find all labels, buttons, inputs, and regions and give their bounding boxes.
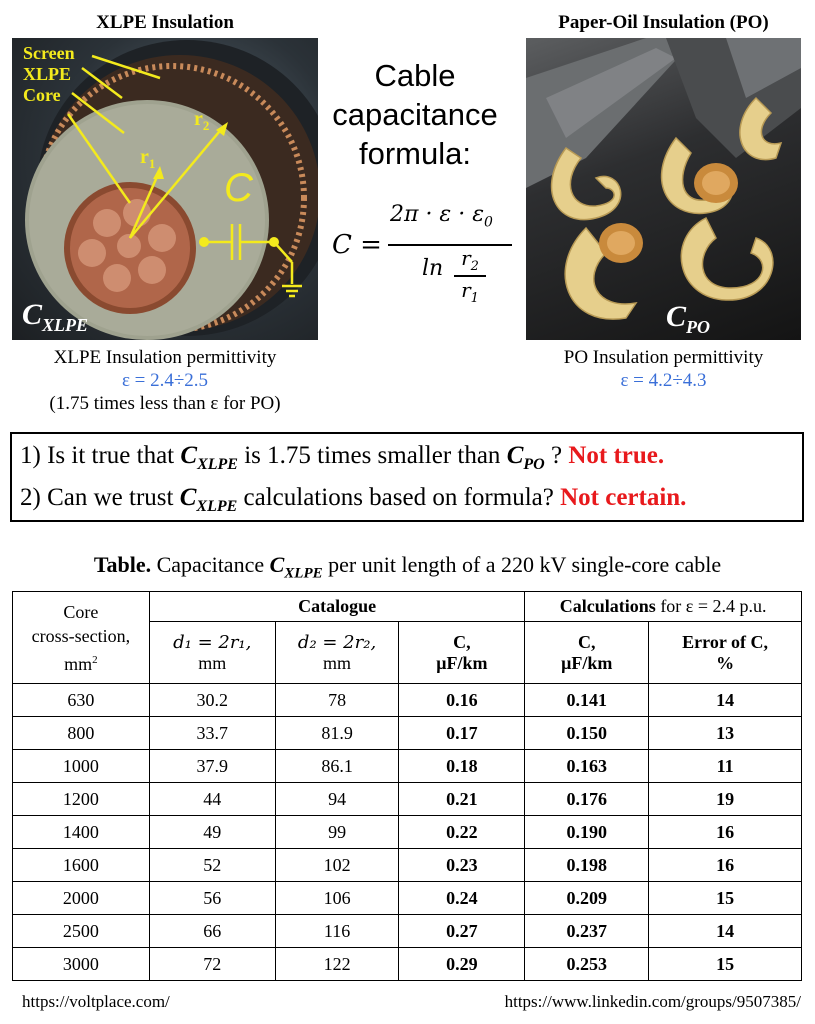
header-c-calc: C, μF/km xyxy=(525,622,649,684)
label-r1: $r_1$ xyxy=(140,146,156,171)
table-row xyxy=(13,882,802,915)
cell-d2: 99 xyxy=(275,816,399,849)
label-r2: $r_2$ xyxy=(194,108,210,133)
formula-ratio: $r_2$ $r_1$ xyxy=(454,246,486,306)
cell-d2: 106 xyxy=(275,882,399,915)
po-cable-photo xyxy=(526,38,801,340)
cell-d2: 102 xyxy=(275,849,399,882)
label-xlpe: XLPE xyxy=(23,64,72,84)
xlpe-heading: XLPE Insulation xyxy=(96,12,234,33)
table-row xyxy=(13,849,802,882)
cell-d2: 81.9 xyxy=(275,717,399,750)
capacitance-table xyxy=(12,591,802,981)
cell-d2: 94 xyxy=(275,783,399,816)
header-calculations: Calculations for ε = 2.4 p.u. xyxy=(525,592,802,622)
c-xlpe-symbol: $C_{XLPE}$ xyxy=(22,298,89,335)
label-screen: Screen xyxy=(23,43,75,63)
question-box xyxy=(10,432,804,522)
xlpe-caption: XLPE Insulation permittivity ε = 2.4÷2.5 (1.75 times less than ε for PO) xyxy=(12,346,318,415)
cell-d2: 86.1 xyxy=(275,750,399,783)
formula-title: Cable capacitance formula: xyxy=(332,58,498,171)
cell-core: 630 xyxy=(13,684,150,717)
cell-c-calc: 0.190 xyxy=(525,816,649,849)
cell-error: 15 xyxy=(649,882,802,915)
cell-d1: 30.2 xyxy=(149,684,275,717)
cell-c-catalogue: 0.29 xyxy=(399,948,525,981)
header-c-catalogue: C, μF/km xyxy=(399,622,525,684)
cell-core: 800 xyxy=(13,717,150,750)
po-permittivity: ε = 4.2÷4.3 xyxy=(620,370,707,391)
cell-c-catalogue: 0.23 xyxy=(399,849,525,882)
cell-d2: 78 xyxy=(275,684,399,717)
formula-lhs: C = xyxy=(332,230,382,260)
footer-link-linkedin[interactable]: https://www.linkedin.com/groups/9507385/ xyxy=(504,992,801,1011)
cell-core: 2000 xyxy=(13,882,150,915)
table-title: Table. Capacitance $C_{XLPE}$ per unit length of a 220 kV single-core cable xyxy=(93,552,722,582)
cell-c-calc: 0.176 xyxy=(525,783,649,816)
header-d1: d₁ = 2r₁, mm xyxy=(149,622,275,684)
label-c: C xyxy=(224,166,253,210)
cell-d1: 66 xyxy=(149,915,275,948)
header-catalogue: Catalogue xyxy=(149,592,524,622)
cell-c-calc: 0.150 xyxy=(525,717,649,750)
table-row xyxy=(13,684,802,717)
table-row xyxy=(13,717,802,750)
xlpe-cable-photo xyxy=(12,38,318,340)
cell-c-catalogue: 0.18 xyxy=(399,750,525,783)
header-core: Core cross-section, $mm^2$ xyxy=(13,592,150,684)
cell-c-catalogue: 0.22 xyxy=(399,816,525,849)
cell-d2: 122 xyxy=(275,948,399,981)
table-row xyxy=(13,915,802,948)
xlpe-permittivity: ε = 2.4÷2.5 xyxy=(121,370,209,391)
po-caption: PO Insulation permittivity ε = 4.2÷4.3 xyxy=(516,346,811,392)
table-row xyxy=(13,783,802,816)
cell-c-calc: 0.163 xyxy=(525,750,649,783)
cell-error: 14 xyxy=(649,915,802,948)
cell-d1: 44 xyxy=(149,783,275,816)
cell-core: 1600 xyxy=(13,849,150,882)
cell-c-calc: 0.209 xyxy=(525,882,649,915)
label-core: Core xyxy=(23,85,61,105)
cell-c-calc: 0.141 xyxy=(525,684,649,717)
po-cable-illustration xyxy=(526,38,801,340)
header-d2: d₂ = 2r₂, mm xyxy=(275,622,399,684)
cell-c-calc: 0.253 xyxy=(525,948,649,981)
cell-d1: 52 xyxy=(149,849,275,882)
cell-d1: 37.9 xyxy=(149,750,275,783)
cell-core: 3000 xyxy=(13,948,150,981)
capacitance-formula xyxy=(330,196,520,316)
cell-core: 2500 xyxy=(13,915,150,948)
answer-2: Not certain. xyxy=(560,484,687,511)
formula-ln: ln xyxy=(422,256,444,281)
cell-c-catalogue: 0.21 xyxy=(399,783,525,816)
header-error: Error of C, % xyxy=(649,622,802,684)
cell-c-catalogue: 0.16 xyxy=(399,684,525,717)
c-po-symbol: $C_{PO}$ xyxy=(666,300,711,337)
footer-link-voltplace[interactable]: https://voltplace.com/ xyxy=(22,992,170,1011)
table-row xyxy=(13,948,802,981)
formula-fraction-bar xyxy=(388,244,512,246)
cell-error: 16 xyxy=(649,816,802,849)
cell-error: 13 xyxy=(649,717,802,750)
cell-error: 19 xyxy=(649,783,802,816)
cell-c-calc: 0.237 xyxy=(525,915,649,948)
cell-c-catalogue: 0.17 xyxy=(399,717,525,750)
cell-d1: 49 xyxy=(149,816,275,849)
cell-c-calc: 0.198 xyxy=(525,849,649,882)
cell-d2: 116 xyxy=(275,915,399,948)
cell-error: 14 xyxy=(649,684,802,717)
cell-core: 1400 xyxy=(13,816,150,849)
formula-numerator: $2\pi \cdot \varepsilon \cdot \varepsilon_0$ xyxy=(390,202,493,231)
cell-c-catalogue: 0.27 xyxy=(399,915,525,948)
po-heading: Paper-Oil Insulation (PO) xyxy=(558,12,769,33)
table-row xyxy=(13,750,802,783)
cell-d1: 33.7 xyxy=(149,717,275,750)
question-1: 1) Is it true that $C_{XLPE}$ is 1.75 times smaller than $C_{PO}$ ? Not true. xyxy=(20,442,665,473)
table-row xyxy=(13,816,802,849)
cell-d1: 72 xyxy=(149,948,275,981)
cell-c-catalogue: 0.24 xyxy=(399,882,525,915)
cell-core: 1200 xyxy=(13,783,150,816)
cell-core: 1000 xyxy=(13,750,150,783)
question-2: 2) Can we trust $C_{XLPE}$ calculations based on formula? Not certain. xyxy=(20,484,687,515)
cell-error: 16 xyxy=(649,849,802,882)
cell-error: 11 xyxy=(649,750,802,783)
answer-1: Not true. xyxy=(568,442,665,469)
cell-d1: 56 xyxy=(149,882,275,915)
cell-error: 15 xyxy=(649,948,802,981)
